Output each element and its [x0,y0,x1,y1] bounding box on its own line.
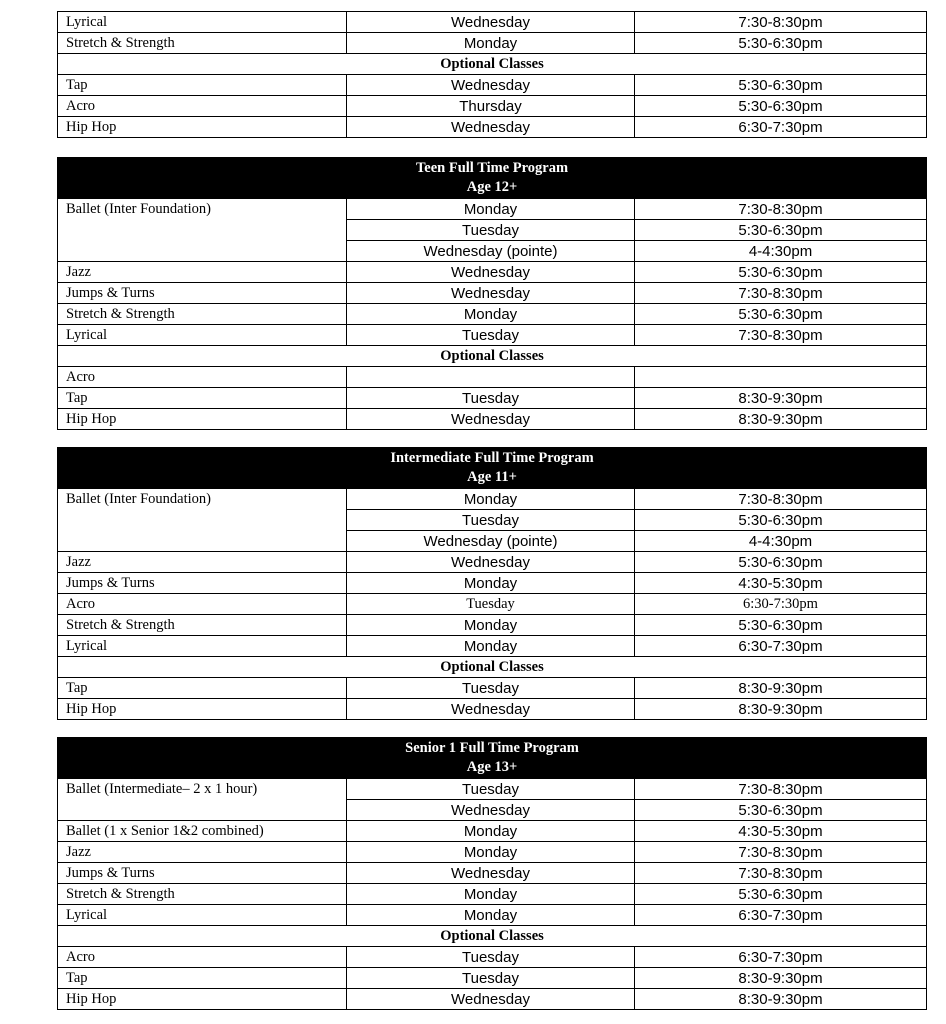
program-title: Intermediate Full Time Program [390,450,594,466]
day-cell: Tuesday [347,968,635,989]
time-cell: 6:30-7:30pm [635,594,927,615]
day-cell: Tuesday [347,325,635,346]
class-name-cell: Stretch & Strength [58,33,347,54]
class-row [58,842,927,863]
day-cell: Wednesday (pointe) [347,241,635,262]
class-row [58,199,927,220]
class-name-cell: Hip Hop [58,409,347,430]
class-name-cell: Tap [58,968,347,989]
class-row [58,905,927,926]
time-cell: 5:30-6:30pm [635,800,927,821]
program-header-row [58,448,927,489]
program-age: Age 13+ [466,759,518,775]
class-name-cell: Stretch & Strength [58,304,347,325]
class-row [58,531,927,552]
class-name-cell: Hip Hop [58,117,347,138]
time-cell [635,367,927,388]
schedule-body [58,158,927,430]
time-cell: 5:30-6:30pm [635,884,927,905]
class-row [58,884,927,905]
day-cell: Monday [347,573,635,594]
class-row [58,573,927,594]
day-cell: Wednesday [347,75,635,96]
class-row [58,75,927,96]
schedule-table-teen [57,157,927,430]
class-name-cell: Ballet (1 x Senior 1&2 combined) [58,821,347,842]
time-cell: 5:30-6:30pm [635,552,927,573]
day-cell: Thursday [347,96,635,117]
class-row [58,388,927,409]
class-name-cell: Ballet (Intermediate– 2 x 1 hour) [58,779,347,800]
class-name-cell: Jazz [58,842,347,863]
optional-classes-label: Optional Classes [58,54,927,75]
time-cell: 6:30-7:30pm [635,636,927,657]
day-cell: Tuesday [347,779,635,800]
class-name-cell [58,510,347,531]
time-cell: 5:30-6:30pm [635,510,927,531]
class-name-cell: Lyrical [58,636,347,657]
time-cell: 7:30-8:30pm [635,842,927,863]
program-header-row [58,158,927,199]
class-row [58,241,927,262]
day-cell: Monday [347,199,635,220]
class-row [58,636,927,657]
class-row [58,615,927,636]
class-name-cell: Acro [58,947,347,968]
day-cell: Wednesday [347,699,635,720]
time-cell: 6:30-7:30pm [635,947,927,968]
time-cell: 8:30-9:30pm [635,678,927,699]
time-cell: 5:30-6:30pm [635,304,927,325]
class-name-cell: Acro [58,594,347,615]
day-cell: Monday [347,884,635,905]
class-row [58,367,927,388]
class-row [58,325,927,346]
class-row [58,96,927,117]
class-row [58,678,927,699]
day-cell: Wednesday [347,262,635,283]
class-row [58,12,927,33]
day-cell: Wednesday [347,989,635,1010]
program-age: Age 12+ [466,179,518,195]
class-name-cell: Tap [58,75,347,96]
day-cell: Wednesday [347,283,635,304]
optional-classes-row [58,54,927,75]
class-row [58,220,927,241]
class-name-cell: Tap [58,678,347,699]
day-cell: Monday [347,821,635,842]
day-cell: Wednesday [347,117,635,138]
time-cell: 7:30-8:30pm [635,489,927,510]
class-name-cell: Hip Hop [58,989,347,1010]
schedule-body [58,448,927,720]
class-row [58,699,927,720]
program-age: Age 11+ [467,469,517,485]
time-cell: 6:30-7:30pm [635,117,927,138]
day-cell: Wednesday [347,800,635,821]
program-header [58,738,927,779]
optional-classes-row [58,926,927,947]
class-row [58,947,927,968]
class-name-cell: Jumps & Turns [58,283,347,304]
day-cell: Tuesday [347,220,635,241]
day-cell: Monday [347,842,635,863]
day-cell: Monday [347,489,635,510]
schedule-table-continued [57,11,927,138]
time-cell: 5:30-6:30pm [635,220,927,241]
day-cell: Wednesday (pointe) [347,531,635,552]
day-cell: Wednesday [347,12,635,33]
time-cell: 8:30-9:30pm [635,388,927,409]
class-row [58,968,927,989]
class-row [58,863,927,884]
time-cell: 7:30-8:30pm [635,863,927,884]
class-name-cell: Stretch & Strength [58,615,347,636]
day-cell: Monday [347,636,635,657]
class-row [58,800,927,821]
time-cell: 7:30-8:30pm [635,779,927,800]
class-row [58,594,927,615]
schedule-table-intermediate [57,447,927,720]
class-name-cell: Lyrical [58,905,347,926]
day-cell: Monday [347,615,635,636]
time-cell: 6:30-7:30pm [635,905,927,926]
time-cell: 8:30-9:30pm [635,989,927,1010]
class-name-cell: Lyrical [58,325,347,346]
time-cell: 4:30-5:30pm [635,821,927,842]
class-name-cell: Acro [58,367,347,388]
schedule-table-senior-1 [57,737,927,1010]
program-title: Senior 1 Full Time Program [405,740,579,756]
program-header [58,158,927,199]
class-row [58,821,927,842]
time-cell: 7:30-8:30pm [635,12,927,33]
day-cell: Monday [347,33,635,54]
class-row [58,552,927,573]
optional-classes-label: Optional Classes [58,657,927,678]
class-name-cell [58,531,347,552]
time-cell: 8:30-9:30pm [635,968,927,989]
time-cell: 8:30-9:30pm [635,699,927,720]
class-name-cell: Acro [58,96,347,117]
day-cell: Monday [347,905,635,926]
class-name-cell: Hip Hop [58,699,347,720]
class-name-cell: Jumps & Turns [58,573,347,594]
program-header [58,448,927,489]
class-name-cell: Jazz [58,262,347,283]
class-name-cell: Jazz [58,552,347,573]
time-cell: 4-4:30pm [635,241,927,262]
optional-classes-row [58,657,927,678]
schedule-body [58,738,927,1010]
day-cell [347,367,635,388]
day-cell: Wednesday [347,863,635,884]
class-row [58,117,927,138]
day-cell: Wednesday [347,409,635,430]
class-name-cell: Lyrical [58,12,347,33]
day-cell: Tuesday [347,510,635,531]
program-header-row [58,738,927,779]
schedule-body [58,12,927,138]
optional-classes-row [58,346,927,367]
day-cell: Tuesday [347,947,635,968]
time-cell: 5:30-6:30pm [635,33,927,54]
class-row [58,409,927,430]
class-row [58,262,927,283]
time-cell: 7:30-8:30pm [635,283,927,304]
time-cell: 5:30-6:30pm [635,75,927,96]
time-cell: 5:30-6:30pm [635,96,927,117]
class-row [58,33,927,54]
day-cell: Wednesday [347,552,635,573]
class-name-cell: Tap [58,388,347,409]
class-row [58,510,927,531]
day-cell: Tuesday [347,678,635,699]
time-cell: 7:30-8:30pm [635,325,927,346]
time-cell: 4-4:30pm [635,531,927,552]
class-row [58,779,927,800]
day-cell: Tuesday [347,594,635,615]
day-cell: Monday [347,304,635,325]
day-cell: Tuesday [347,388,635,409]
optional-classes-label: Optional Classes [58,346,927,367]
time-cell: 7:30-8:30pm [635,199,927,220]
class-name-cell [58,241,347,262]
class-name-cell: Stretch & Strength [58,884,347,905]
class-row [58,304,927,325]
class-name-cell [58,220,347,241]
program-title: Teen Full Time Program [415,160,569,176]
time-cell: 8:30-9:30pm [635,409,927,430]
optional-classes-label: Optional Classes [58,926,927,947]
class-row [58,989,927,1010]
class-row [58,283,927,304]
time-cell: 4:30-5:30pm [635,573,927,594]
class-name-cell: Jumps & Turns [58,863,347,884]
class-name-cell: Ballet (Inter Foundation) [58,489,347,510]
time-cell: 5:30-6:30pm [635,262,927,283]
time-cell: 5:30-6:30pm [635,615,927,636]
class-name-cell [58,800,347,821]
class-row [58,489,927,510]
class-name-cell: Ballet (Inter Foundation) [58,199,347,220]
